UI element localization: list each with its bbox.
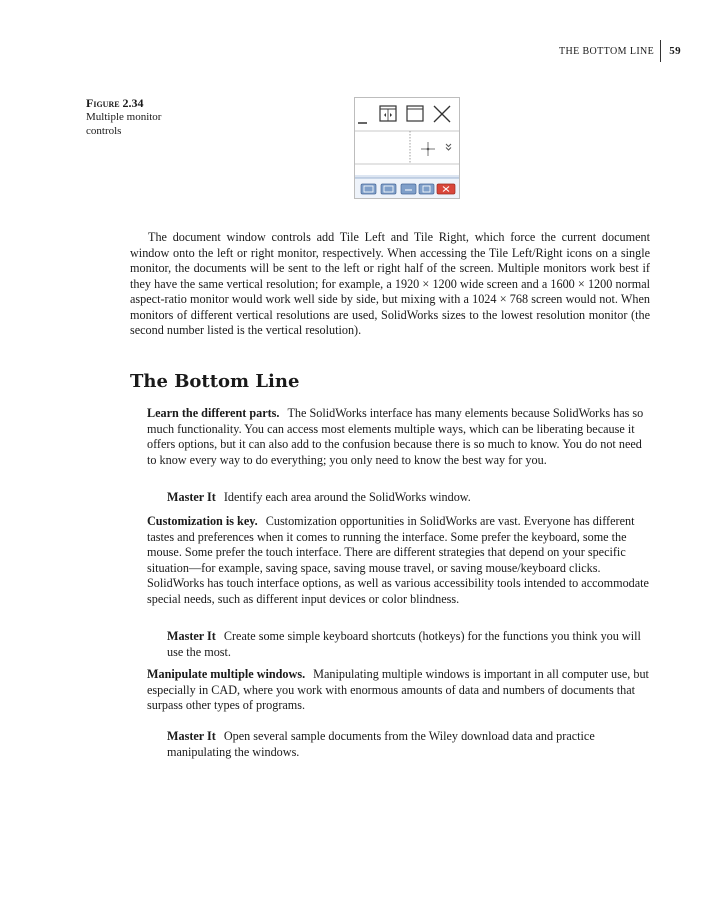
item-term: Learn the different parts.: [147, 406, 280, 420]
maximize-icon[interactable]: [407, 106, 423, 121]
running-header: [559, 40, 681, 62]
master-it-label: Master It: [167, 629, 216, 643]
master-it-text: Open several sample documents from the Wiley download data and practice manipulating the windows.: [167, 729, 595, 759]
item-term: Manipulate multiple windows.: [147, 667, 306, 681]
figure-caption-text: Multiple monitor controls: [86, 111, 162, 137]
tile-right-icon[interactable]: [381, 184, 396, 194]
master-it: [167, 490, 647, 506]
tile-left-icon[interactable]: [361, 184, 376, 194]
section-title: The Bottom Line: [130, 371, 300, 392]
header-divider: [660, 40, 661, 62]
bottom-line-item: [147, 667, 650, 714]
bottom-line-item: [147, 406, 650, 468]
master-it-text: Create some simple keyboard shortcuts (hotkeys) for the functions you think you will use the most.: [167, 629, 641, 659]
figure-caption: [86, 96, 196, 138]
master-it-label: Master It: [167, 729, 216, 743]
page-number: 59: [669, 45, 681, 57]
close-red-icon[interactable]: [437, 184, 455, 194]
item-term: Customization is key.: [147, 514, 258, 528]
minimize-small-icon[interactable]: [401, 184, 416, 194]
item-body: Customization opportunities in SolidWorks are vast. Everyone has different tastes and preferences when it comes to running the interface. Some prefer the keyboard, some the mouse. Some prefer the touch interface. There are different strategies that depend on your specific situation—for example, saving space, saving mouse travel, or saving mouse/keyboard clicks. SolidWorks has touch interface options, as well as various accessibility tools intended to accommodate special needs, such as different input devices or color blindness.: [147, 514, 649, 606]
master-it: [167, 629, 647, 660]
bottom-line-item: [147, 514, 650, 607]
master-it-label: Master It: [167, 490, 216, 504]
window-controls-illustration: [355, 98, 459, 198]
figure-screenshot: [354, 97, 460, 199]
master-it-text: Identify each area around the SolidWorks window.: [223, 490, 471, 504]
tile-split-icon[interactable]: [380, 106, 396, 121]
item-body: The SolidWorks interface has many elements because SolidWorks has so much functionality. You can access most elements multiple ways, which can be liberating because it offers options, but it can also add to the confusion because there is so much to know. You do not need to know every way to do everything; you only need to know the best way for you.: [147, 406, 644, 467]
intro-paragraph: The document window controls add Tile Left and Tile Right, which force the current document window onto the left or right monitor, respectively. When accessing the Tile Left/Right icons on a single monitor, the documents will be sent to the left or right half of the screen. Multiple monitors work best if they have the same vertical resolution; for example, a 1920 × 1200 wide screen and a 1600 × 1200 normal aspect-ratio monitor would work well side by side, but mixing with a 1024 × 768 screen would not. When monitors of different vertical resolutions are used, SolidWorks sizes to the lowest resolution monitor (the second number listed is the vertical resolution).: [130, 230, 650, 337]
figure-label: Figure 2.34: [86, 96, 144, 110]
restore-icon[interactable]: [419, 184, 434, 194]
master-it: [167, 729, 647, 760]
item-body: Manipulating multiple windows is important in all computer use, but especially in CAD, where you work with enormous amounts of data and numbers of documents that surpass other types of programs.: [147, 667, 649, 712]
header-title: THE BOTTOM LINE: [558, 45, 655, 57]
